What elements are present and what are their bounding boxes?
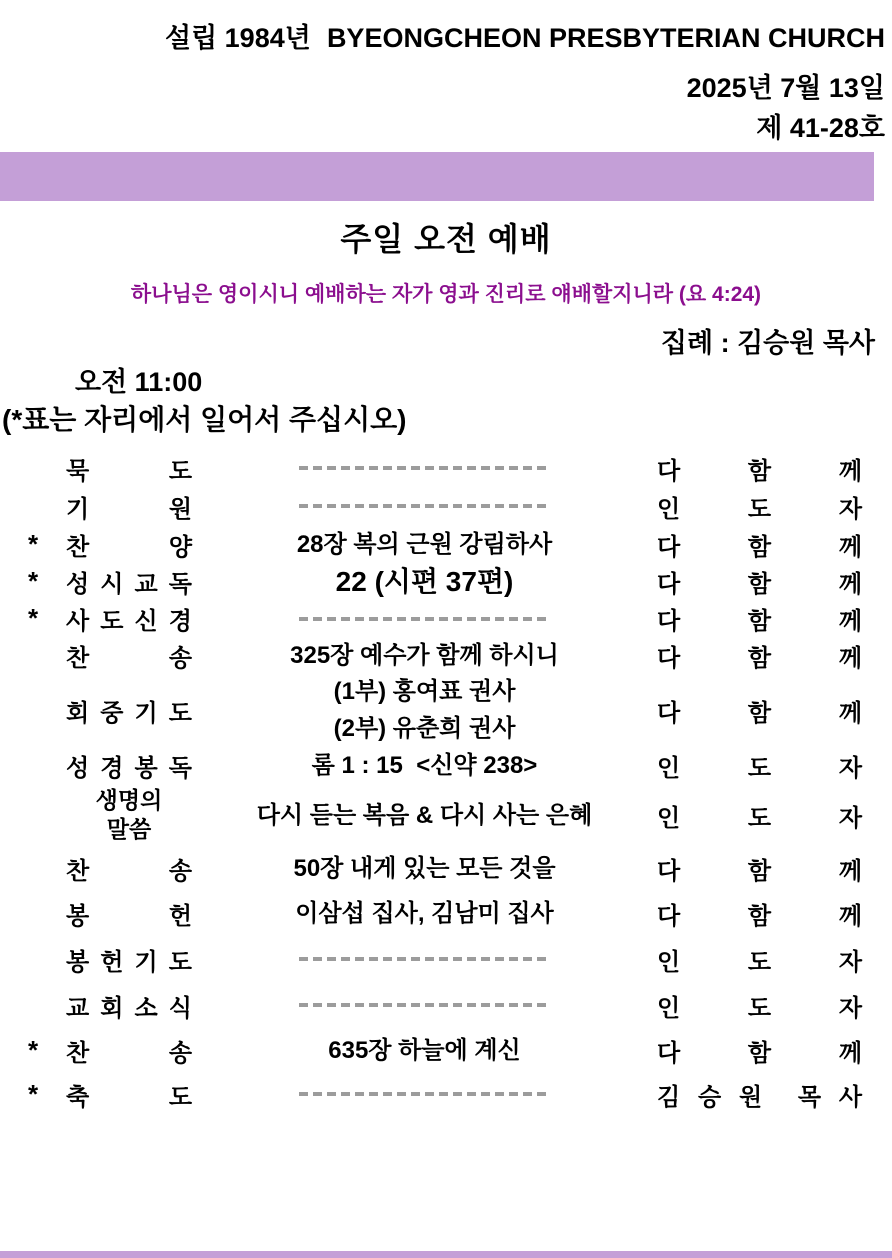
order-item-name: 기 원 [66,495,192,523]
order-row-church-news [0,982,892,1028]
order-item-name: 성 시 교 독 [66,571,192,598]
hymn-title: 635장 하늘에 계신 [328,1036,521,1064]
order-item-content [192,504,657,508]
order-item-name: 봉 헌 [66,902,192,930]
order-item-content [192,617,657,621]
order-item-content [192,563,657,600]
order-item-leader: 다 함 께 [657,571,862,598]
order-item-leader: 다 함 께 [657,699,862,727]
reading-number: 22 (시편 37편) [335,566,514,597]
order-row-chansong-635 [0,1028,892,1072]
service-time: 오전 11:00 [75,367,203,397]
order-item-content [192,850,657,887]
order-item-leader: 다 함 께 [657,645,862,672]
stand-asterisk: * [27,566,39,596]
scripture-verse: 하나님은 영이시니 예배하는 자가 영과 진리로 얘배할지니라 (요 4:24) [130,283,762,306]
order-item-name: 회 중 기 도 [66,699,192,727]
order-item-name: 찬 양 [66,533,192,561]
order-item-leader: 다 함 께 [657,857,862,885]
order-item-leader: 다 함 께 [657,608,862,635]
prayer-leader-part2: (2부) 유춘희 권사 [333,715,516,742]
order-item-leader: 인 도 자 [657,754,862,782]
bulletin-date: 2025년 7월 13일 [686,73,885,103]
hymn-title: 325장 예수가 함께 하시니 [290,642,559,669]
order-item-name: 찬 송 [66,857,192,885]
order-item-content [192,895,657,932]
order-item-leader: 다 함 께 [657,533,862,561]
order-item-content [192,747,657,784]
order-row-apostles-creed [0,600,892,637]
purple-banner [0,152,874,201]
dash-line [299,504,551,508]
dash-line [299,1092,551,1096]
order-row-offering-prayer [0,936,892,982]
stand-asterisk: * [27,603,39,633]
order-row-chansong-325 [0,637,892,674]
dash-line [299,957,551,961]
order-item-name: 축 도 [66,1083,192,1111]
dash-line [299,1003,551,1007]
order-item-leader: 인 도 자 [657,994,862,1022]
order-row-congregational-prayer [0,674,892,746]
scripture-reference: 롬 1 : 15 <신약 238> [311,751,538,779]
dash-line [299,617,551,621]
order-item-content [192,797,657,834]
order-item-leader: 다 함 께 [657,457,862,485]
order-of-worship [0,449,892,1116]
officiant: 집례 : 김승원 목사 [660,328,875,358]
order-item-content [192,637,657,674]
order-item-name: 봉 헌 기 도 [66,948,192,976]
order-item-name: 찬 송 [66,1039,192,1067]
order-row-responsive-reading [0,563,892,600]
order-row-chanyang [0,525,892,563]
order-item-name: 묵 도 [66,457,192,485]
service-title: 주일 오전 예배 [340,221,552,257]
order-item-name: 성 경 봉 독 [66,754,192,782]
church-name: BYEONGCHEON PRESBYTERIAN CHURCH [326,23,885,53]
order-row-sermon [0,784,892,846]
sermon-label-line2: 말씀 [106,816,152,842]
sermon-title: 다시 듣는 복음 & 다시 사는 은혜 [256,801,593,829]
stand-asterisk: * [27,528,39,559]
order-item-content [192,1092,657,1096]
footer-bar [0,1251,892,1258]
order-row-benediction [0,1072,892,1116]
offering-deacons: 이삼섭 집사, 김남미 집사 [295,899,554,927]
order-item-content [192,1003,657,1007]
stand-asterisk: * [27,1034,39,1065]
dash-line [299,466,551,470]
order-item-leader: 인 도 자 [657,495,862,523]
order-item-content [192,526,657,563]
order-row-scripture-reading [0,746,892,784]
header-line1 [0,0,892,54]
order-item-content [192,1032,657,1069]
order-item-content [192,673,657,747]
order-row-giwon [0,487,892,525]
order-item-content [192,957,657,961]
sermon-label-line1: 생명의 [95,787,163,813]
order-item-leader: 다 함 께 [657,902,862,930]
order-row-offering [0,890,892,936]
founded-year: 설립 1984년 [165,23,311,53]
order-item-leader: 김 승 원 목 사 [657,1083,862,1111]
order-item-name: 찬 송 [66,645,192,672]
hymn-title: 28장 복의 근원 강림하사 [296,530,553,558]
prayer-leader-part1: (1부) 홍여표 권사 [333,678,516,705]
order-item-leader: 인 도 자 [657,948,862,976]
issue-number: 제 41-28호 [756,113,885,143]
stand-note: (*표는 자리에서 일어서 주십시오) [2,404,407,435]
order-item-content [192,466,657,470]
order-item-leader: 다 함 께 [657,1039,862,1067]
stand-asterisk: * [27,1078,39,1109]
order-item-name: 교 회 소 식 [66,994,192,1022]
hymn-title: 50장 내게 있는 모든 것을 [293,854,556,882]
order-item-name: 사 도 신 경 [66,608,192,635]
order-row-chansong-50 [0,846,892,890]
order-row-mukdo [0,449,892,487]
order-item-name [56,786,192,844]
order-item-leader: 인 도 자 [657,804,862,832]
